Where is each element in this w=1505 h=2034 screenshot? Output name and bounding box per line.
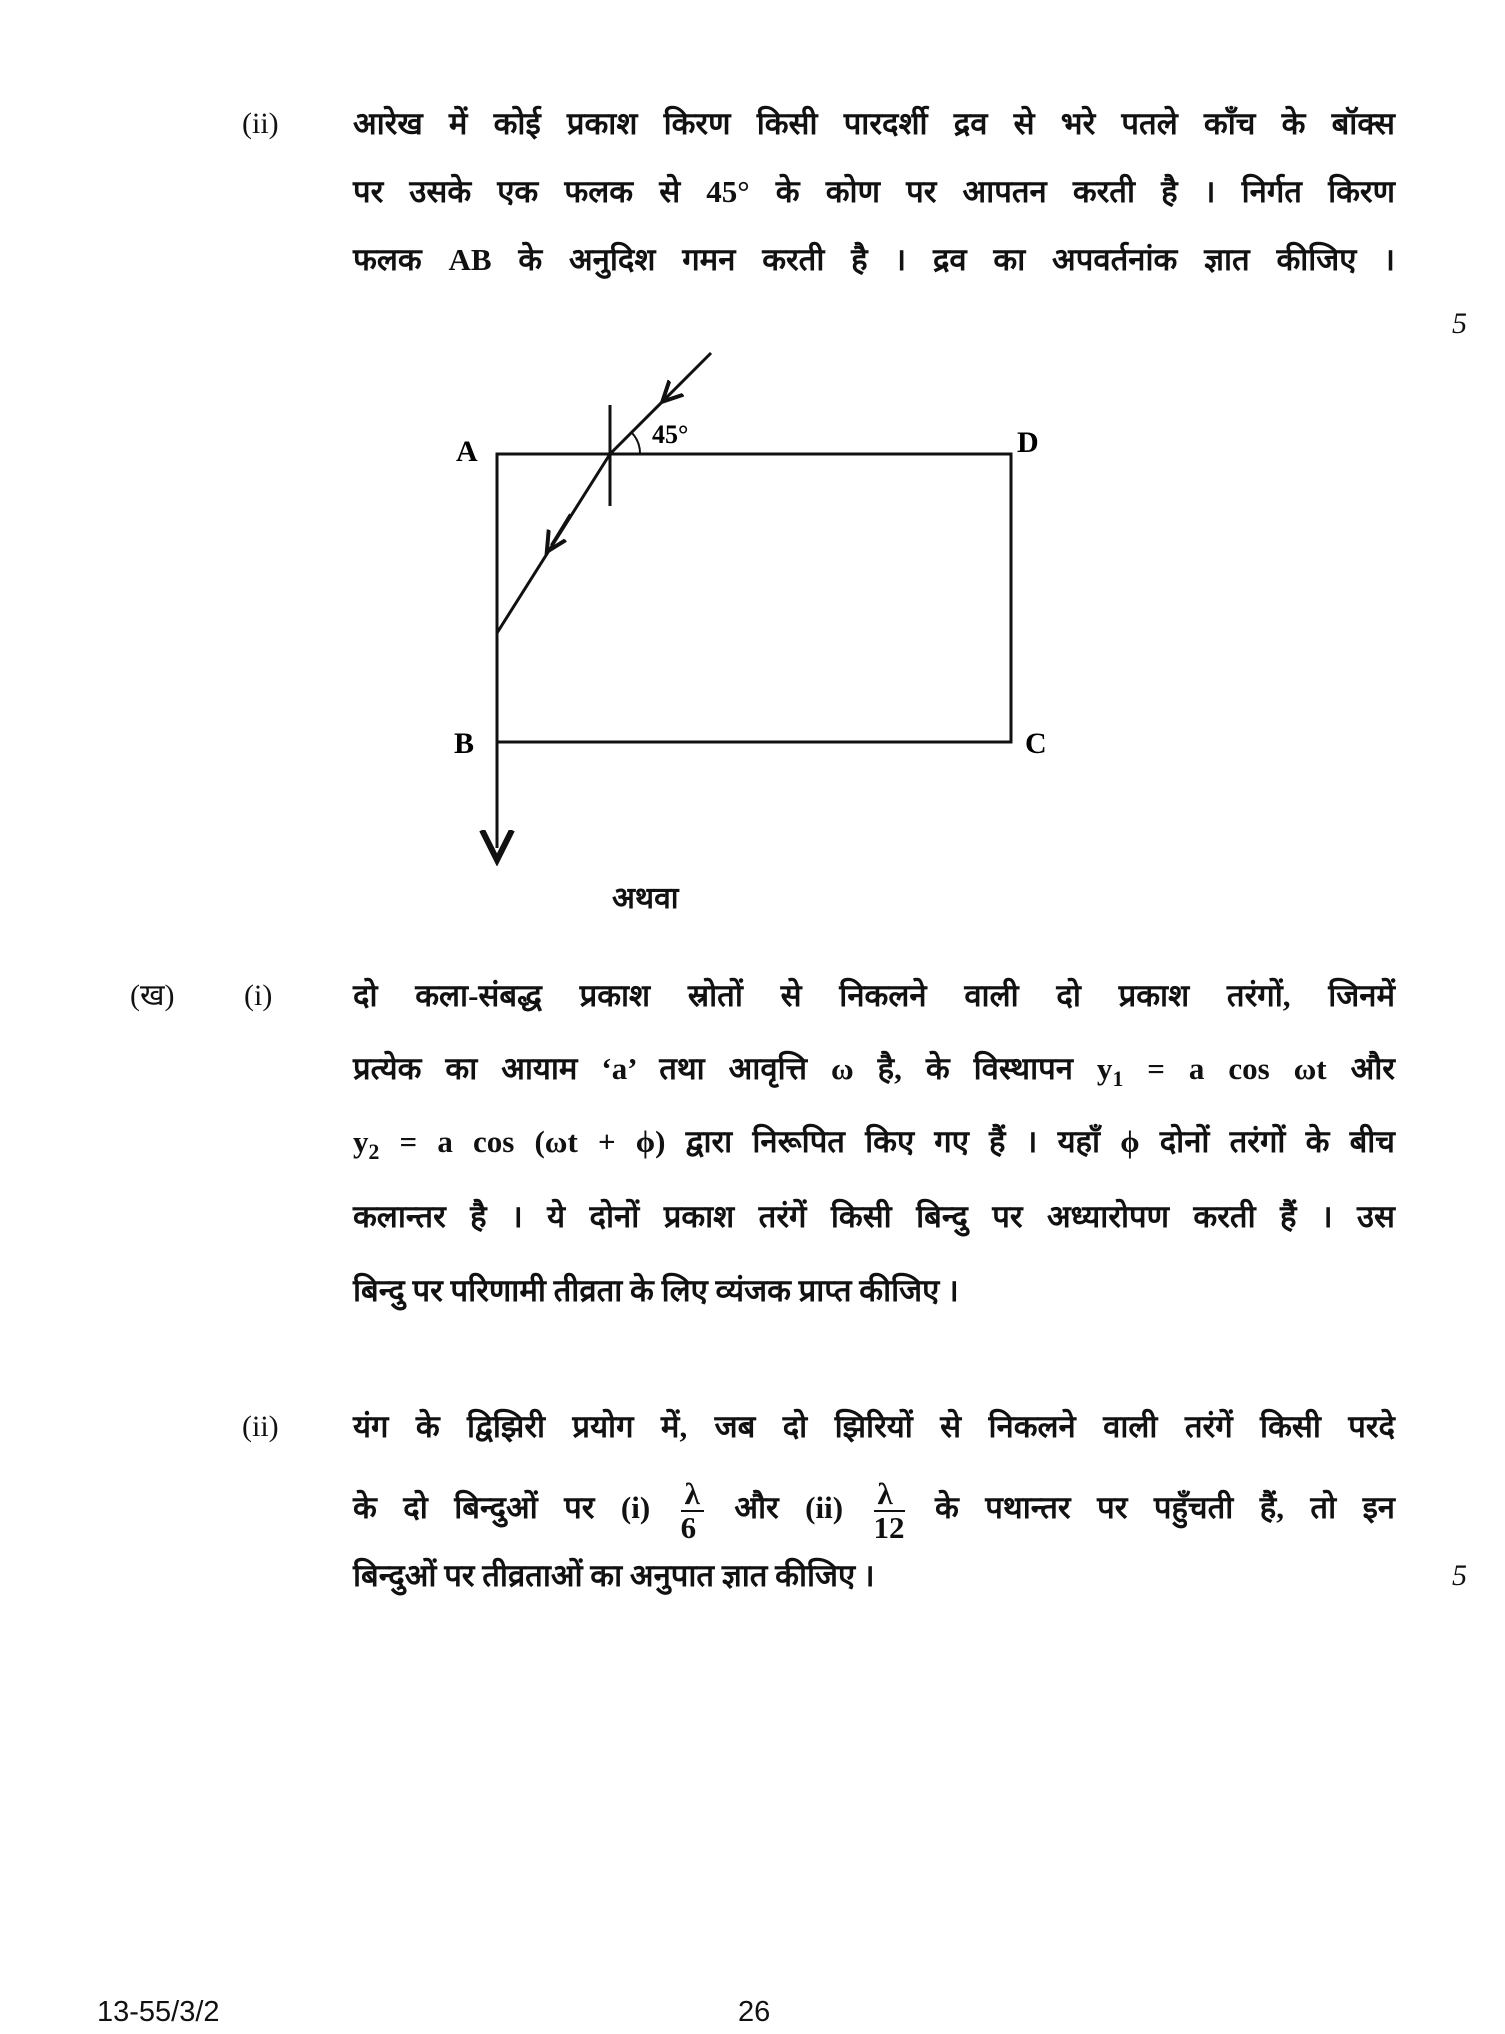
label-C: C <box>1025 727 1047 760</box>
question-text-line: फलक AB के अनुदिश गमन करती है । द्रव का अपवर्तनांक ज्ञात कीजिए । <box>353 242 1395 277</box>
refracted-ray <box>497 454 610 633</box>
marks: 5 <box>1452 307 1467 340</box>
incident-arrow <box>668 364 700 396</box>
label-A: A <box>456 435 478 468</box>
question-text-line: $y_2 = a$ cos (ωt + ϕ) द्वारा निरूपित किए गए हैं । यहाँ ϕ दोनों तरंगों के बीच <box>353 1124 1395 1165</box>
fraction-lambda-6: $\frac{\lambda}{6}$ <box>681 1478 704 1544</box>
question-text-line: के दो बिन्दुओं पर (i) $\frac{\lambda}{6}$ और (ii) $\frac{\lambda}{12}$ के पथान्तर पर पहुँचती हैं, तो इन <box>353 1476 1396 1545</box>
question-text-line: आरेख में कोई प्रकाश किरण किसी पारदर्शी द्रव से भरे पतले काँच के बॉक्स <box>353 106 1395 141</box>
label-B: B <box>454 727 475 760</box>
question-label-kha: (ख) <box>130 979 175 1012</box>
glass-box <box>497 454 1011 742</box>
page-number: 26 <box>738 1996 771 2028</box>
question-text-line: यंग के द्विझिरी प्रयोग में, जब दो झिरियों से निकलने वाली तरंगें किसी परदे <box>353 1409 1395 1444</box>
fraction-lambda-12: $\frac{\lambda}{12}$ <box>873 1476 905 1545</box>
marks: 5 <box>1452 1559 1467 1592</box>
question-text-line: पर उसके एक फलक से 45° के कोण पर आपतन करती है । निर्गत किरण <box>353 174 1395 209</box>
question-label-ii: (ii) <box>242 107 279 140</box>
question-text-line: दो कला-संबद्ध प्रकाश स्रोतों से निकलने वाली दो प्रकाश तरंगों, जिनमें <box>353 978 1395 1013</box>
question-text-line: बिन्दु पर परिणामी तीव्रता के लिए व्यंजक प्राप्त कीजिए । <box>353 1273 959 1308</box>
or-label: अथवा <box>612 882 679 915</box>
question-label-ii-b: (ii) <box>242 1410 279 1443</box>
question-text-line: बिन्दुओं पर तीव्रताओं का अनुपात ज्ञात कीजिए । <box>353 1558 875 1593</box>
angle-label: 45° <box>652 420 689 449</box>
refracted-arrow <box>551 514 570 545</box>
question-text-line: कलान्तर है । ये दोनों प्रकाश तरंगें किसी बिन्दु पर अध्यारोपण करती हैं । उस <box>353 1199 1395 1234</box>
angle-arc <box>632 433 640 454</box>
question-label-i: (i) <box>244 979 273 1012</box>
question-text-line: प्रत्येक का आयाम ‘a’ तथा आवृत्ति ω है, के विस्थापन $y_1 = a$ cos ωt और <box>353 1051 1395 1092</box>
paper-code: 13-55/3/2 <box>97 1996 220 2028</box>
label-D: D <box>1017 426 1039 459</box>
